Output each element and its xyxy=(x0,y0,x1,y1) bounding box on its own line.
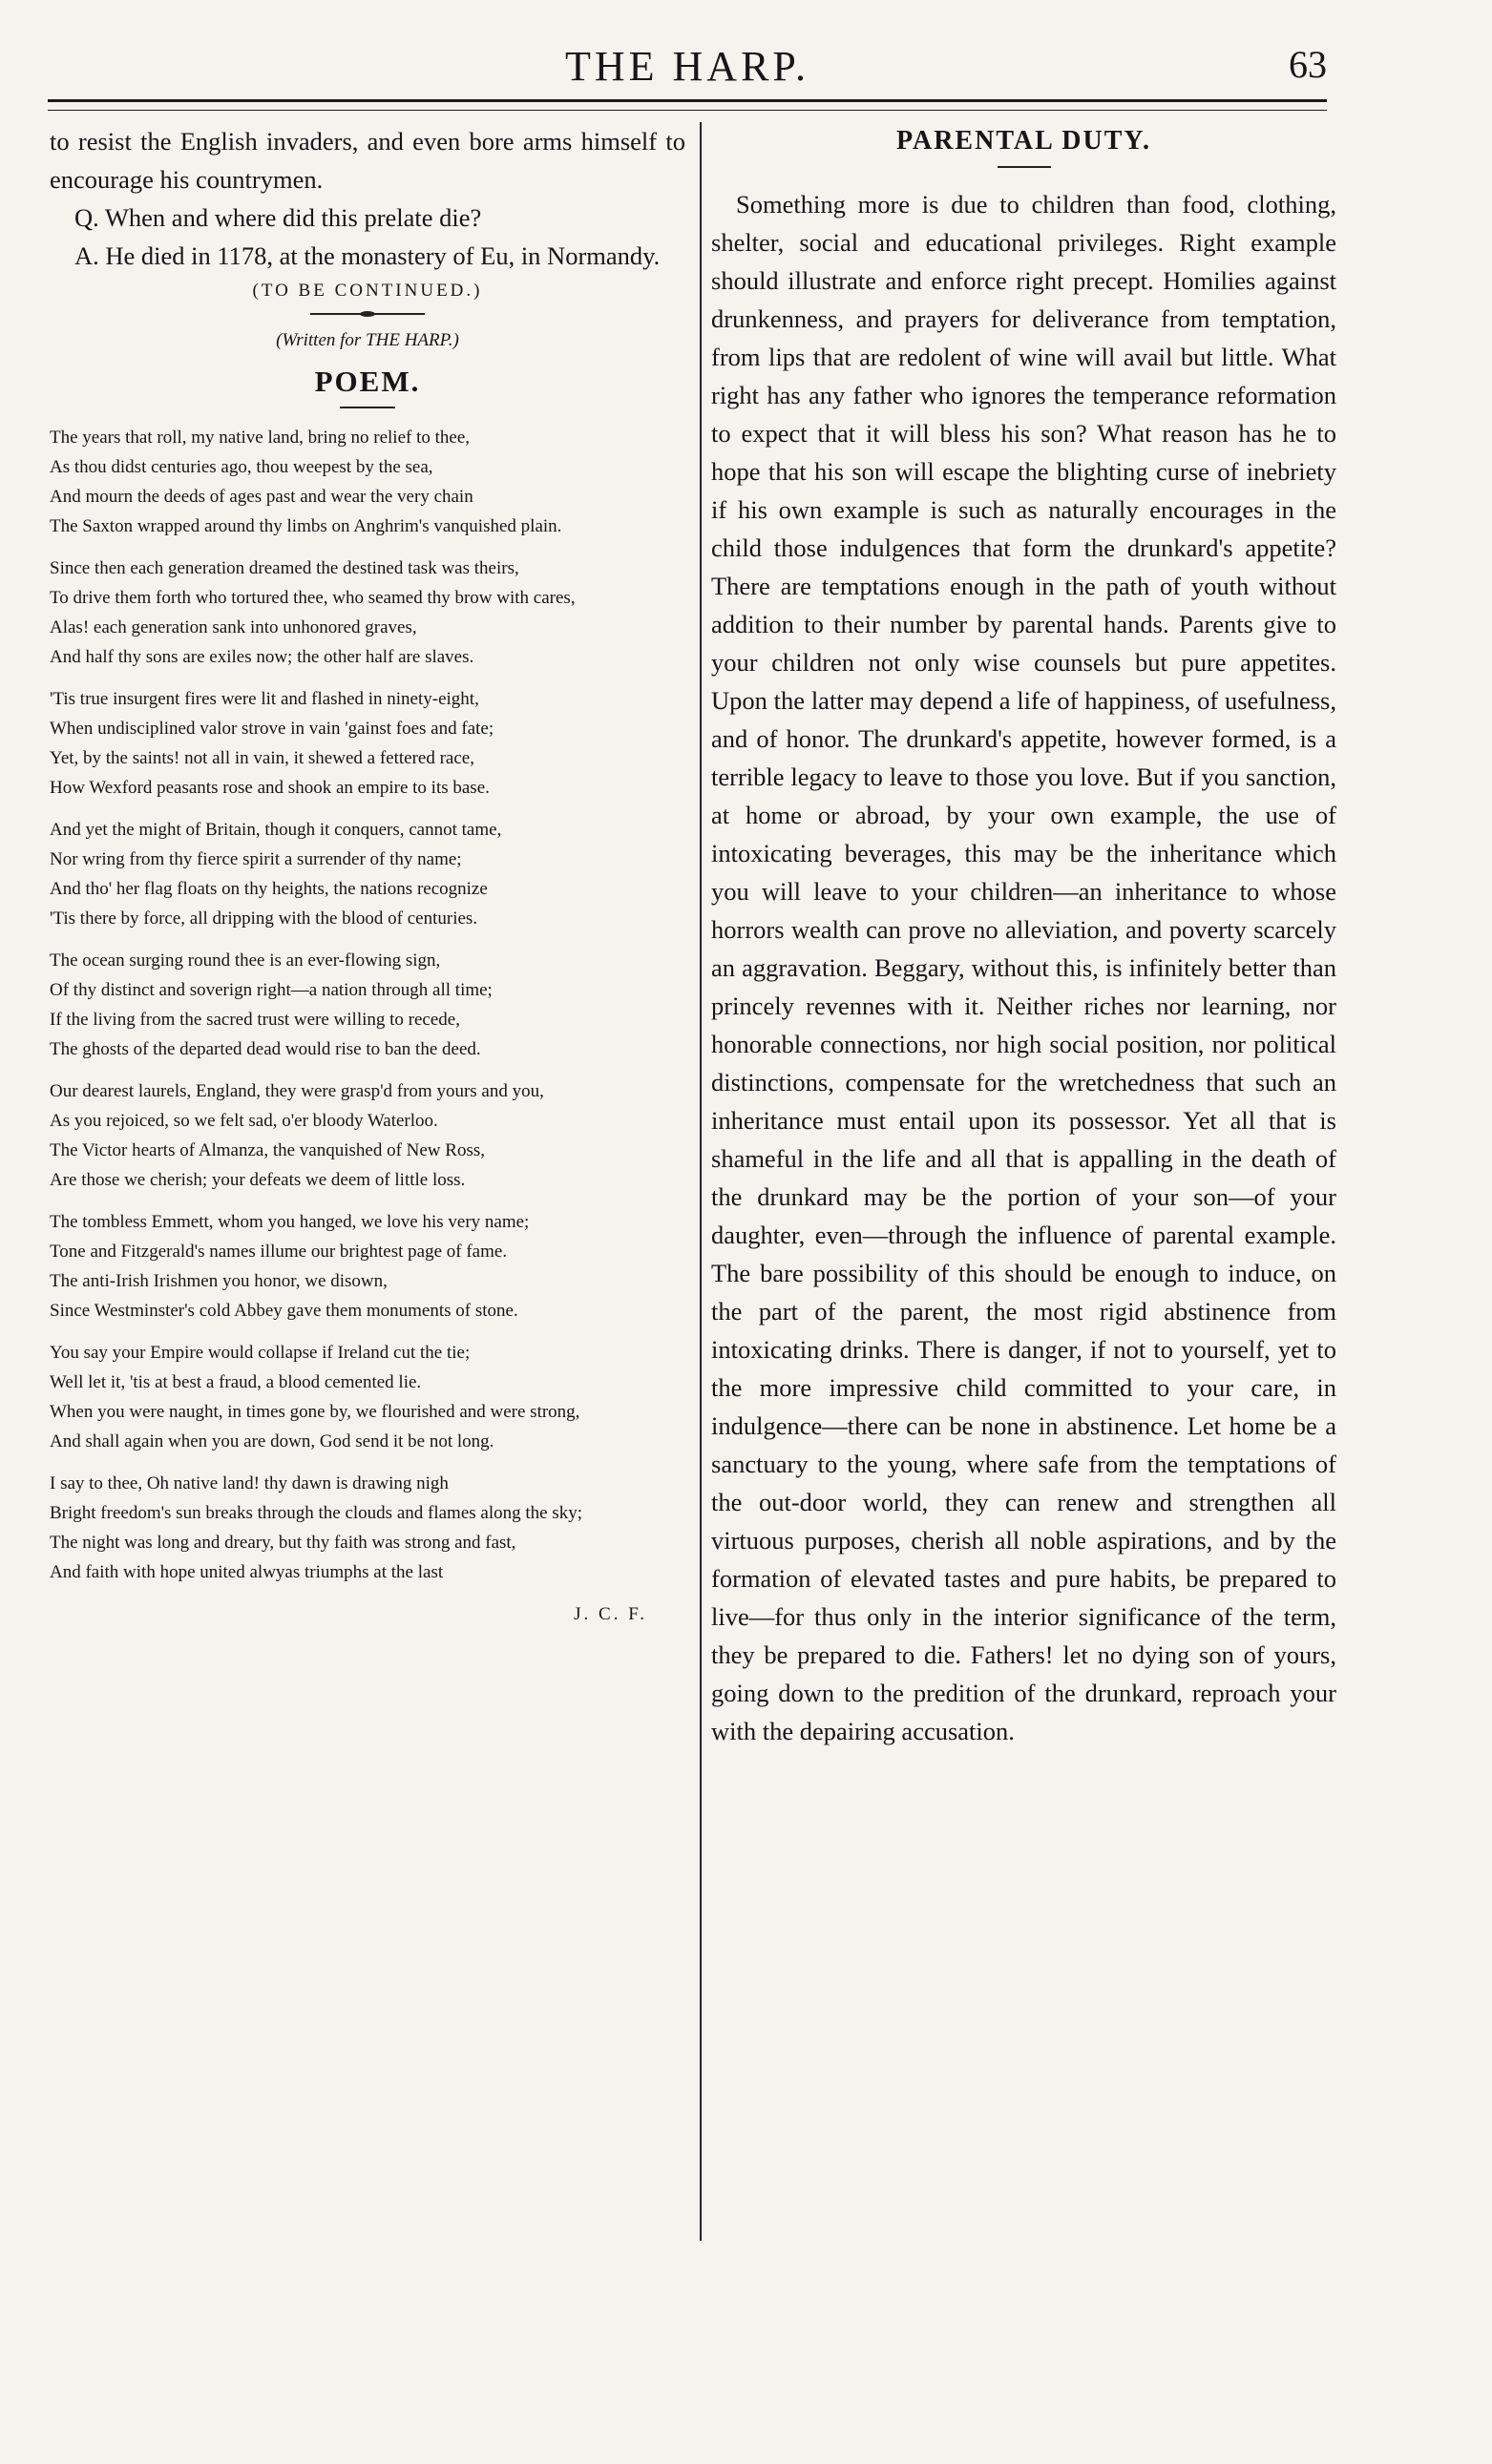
poem-stanza xyxy=(50,428,685,537)
poem-line: When you were naught, in times gone by, we flourished and were strong, xyxy=(50,1402,580,1422)
written-for-note: (Written for THE HARP.) xyxy=(276,330,459,350)
header-rule xyxy=(48,99,1327,111)
poem-line: And half thy sons are exiles now; the other half are slaves. xyxy=(50,647,474,667)
poem-line: When undisciplined valor strove in vain 'gainst foes and fate; xyxy=(50,719,494,739)
masthead xyxy=(48,36,1327,97)
poem-line: The night was long and dreary, but thy faith was strong and fast, xyxy=(50,1533,516,1553)
poem-stanza xyxy=(50,1212,685,1322)
poem-line: And mourn the deeds of ages past and wear the very chain xyxy=(50,487,473,507)
poem-stanza xyxy=(50,1081,685,1191)
poem-title: POEM. xyxy=(314,365,421,398)
poem-line: To drive them forth who tortured thee, who seamed thy brow with cares, xyxy=(50,588,576,608)
poem-line: The ocean surging round thee is an ever-flowing sign, xyxy=(50,950,441,971)
poem-stanza xyxy=(50,689,685,799)
right-column xyxy=(711,122,1336,1750)
poem-body xyxy=(50,428,685,1583)
poem-line: Tone and Fitzgerald's names illume our brightest page of fame. xyxy=(50,1242,508,1262)
poem-signature: J. C. F. xyxy=(574,1604,647,1624)
poem-line: The tombless Emmett, whom you hanged, we love his very name; xyxy=(50,1212,530,1232)
poem-line: I say to thee, Oh native land! thy dawn is drawing nigh xyxy=(50,1473,449,1493)
poem-line: Bright freedom's sun breaks through the clouds and flames along the sky; xyxy=(50,1503,583,1523)
left-column xyxy=(50,122,685,1625)
poem-line: And shall again when you are down, God send it be not long. xyxy=(50,1431,494,1451)
ornament-divider xyxy=(310,313,425,315)
page-number: 63 xyxy=(1289,43,1327,86)
poem-line: Nor wring from thy fierce spirit a surrender of thy name; xyxy=(50,849,462,869)
poem-line: Since Westminster's cold Abbey gave them monuments of stone. xyxy=(50,1301,518,1321)
continued-note: (TO BE CONTINUED.) xyxy=(252,281,483,301)
poem-line: How Wexford peasants rose and shook an empire to its base. xyxy=(50,778,490,798)
poem-line: Well let it, 'tis at best a fraud, a blood cemented lie. xyxy=(50,1372,422,1392)
column-divider xyxy=(700,122,702,2241)
poem-line: Alas! each generation sank into unhonored graves, xyxy=(50,617,417,637)
article-title: PARENTAL DUTY. xyxy=(895,126,1152,156)
poem-stanza xyxy=(50,820,685,929)
poem-title-rule xyxy=(340,407,395,408)
poem-line: As you rejoiced, so we felt sad, o'er bloody Waterloo. xyxy=(50,1111,438,1131)
poem-line: And faith with hope united alwyas triumphs at the last xyxy=(50,1562,444,1582)
poem-line: Our dearest laurels, England, they were grasp'd from yours and you, xyxy=(50,1081,544,1101)
poem-line: The Victor hearts of Almanza, the vanquished of New Ross, xyxy=(50,1140,485,1160)
poem-line: Since then each generation dreamed the destined task was theirs, xyxy=(50,558,519,578)
poem-line: The Saxton wrapped around thy limbs on Anghrim's vanquished plain. xyxy=(50,516,562,536)
poem-line: 'Tis there by force, all dripping with the blood of centuries. xyxy=(50,908,478,929)
poem-line: You say your Empire would collapse if Ireland cut the tie; xyxy=(50,1343,471,1363)
poem-stanza xyxy=(50,1343,685,1452)
article-body: Something more is due to children than food, clothing, shelter, social and educational privileges. Right example should illustrate and enforce right precept. Homilies against drunkenness, and prayers for deliverance from temptation, from lips that are redolent of wine will avail but little. What right has any father who ignores the temperance reformation to expect that it will bless his son? What reason has he to hope that his son will escape the blighting curse of inebriety if his own example is such as naturally encourages in the child those indulgences that form the drunkard's appetite? There are temptations enough in the path of youth without addition to their number by parental hands. Parents give to your children not only wise counsels but pure appetites. Upon the latter may depend a life of happiness, of usefulness, and of honor. The drunkard's appetite, however formed, is a terrible legacy to leave to those you love. But if you sanction, at home or abroad, by your own example, the use of intoxicating beverages, this may be the inheritance which you will leave to your children—an inheritance to whose horrors wealth can prove no alleviation, and poverty scarcely an aggravation. Beggary, without this, is infinitely better than princely revennes with it. Neither riches nor learning, nor honorable connections, nor high social position, nor political distinctions, compensate for the wretchedness that such an inheritance must entail upon its possessor. Yet all that is shameful in the life and all that is appalling in the death of the drunkard may be the portion of your son—of your daughter, even—through the influence of parental example. The bare possibility of this should be enough to induce, on the part of the parent, the most rigid abstinence from intoxicating drinks. There is danger, if not to yourself, yet to the more impressive child committed to your care, in indulgence—there can be none in abstinence. Let home be a sanctuary to the young, where safe from the temptations of the out-door world, they can renew and strengthen all virtuous purposes, cherish all noble aspirations, and by the formation of elevated tastes and pure habits, be prepared to live—for thus only in the interior significance of the term, they be prepared to die. Fathers! let no dying son of yours, going down to the predition of the drunkard, reproach your with the depairing accusation. xyxy=(711,190,1336,1745)
poem-line: And yet the might of Britain, though it conquers, cannot tame, xyxy=(50,820,502,840)
poem-line: 'Tis true insurgent fires were lit and flashed in ninety-eight, xyxy=(50,689,479,709)
catechism-answer: A. He died in 1178, at the monastery of Eu, in Normandy. xyxy=(74,241,661,270)
poem-line: The years that roll, my native land, bring no relief to thee, xyxy=(50,428,471,448)
article-title-rule xyxy=(998,166,1051,168)
poem-stanza xyxy=(50,558,685,668)
poem-stanza xyxy=(50,1473,685,1583)
poem-line: If the living from the sacred trust were willing to recede, xyxy=(50,1010,460,1030)
continuation-text: to resist the English invaders, and even bore arms himself to encourage his countrymen. xyxy=(50,127,685,194)
poem-line: Yet, by the saints! not all in vain, it shewed a fettered race, xyxy=(50,748,474,768)
poem-line: The anti-Irish Irishmen you honor, we disown, xyxy=(50,1271,388,1291)
poem-stanza xyxy=(50,950,685,1060)
poem-line: The ghosts of the departed dead would rise to ban the deed. xyxy=(50,1039,481,1059)
poem-line: And tho' her flag floats on thy heights, the nations recognize xyxy=(50,879,488,899)
journal-title: THE HARP. xyxy=(564,43,810,90)
poem-line: As thou didst centuries ago, thou weepest by the sea, xyxy=(50,457,433,477)
catechism-question: Q. When and where did this prelate die? xyxy=(74,203,482,232)
poem-line: Of thy distinct and soverign right—a nation through all time; xyxy=(50,980,493,1000)
poem-line: Are those we cherish; your defeats we deem of little loss. xyxy=(50,1170,466,1190)
